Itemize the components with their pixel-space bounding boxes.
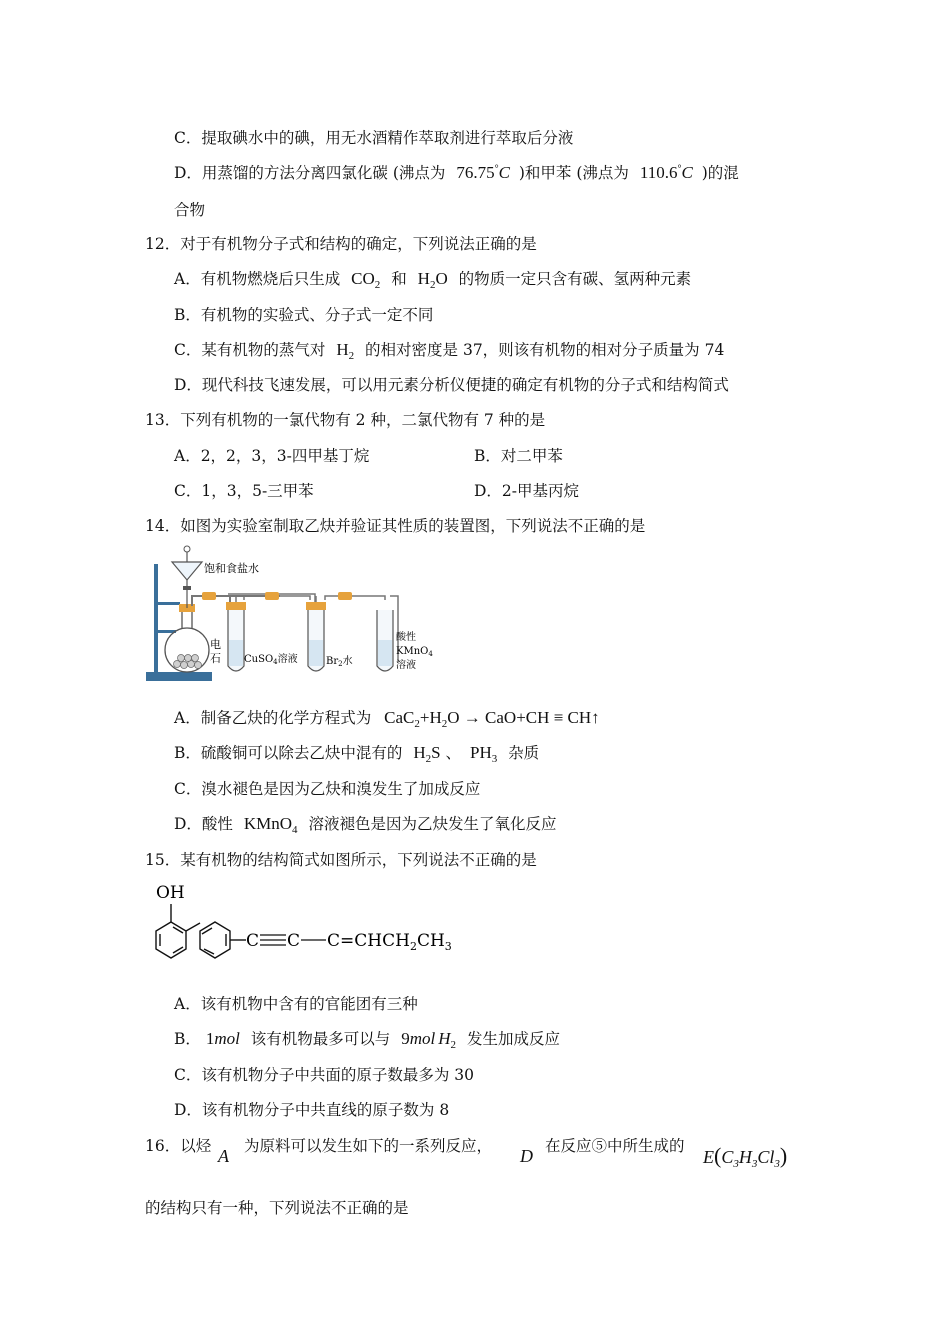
q11-option-c: C．提取碘水中的碘，用无水酒精作萃取剂进行萃取后分液 (174, 129, 574, 147)
q12-option-d: D．现代科技飞速发展，可以用元素分析仪便捷的确定有机物的分子式和结构简式 (174, 376, 729, 394)
formula-e: $E(C_3H_3Cl_3)$ (703, 1143, 788, 1170)
label-salt-water: 饱和食盐水 (204, 562, 259, 575)
structural-formula-figure (140, 876, 470, 968)
q11-option-d-cont: 合物 (174, 201, 206, 219)
q11-option-d: D．用蒸馏的方法分离四氯化碳 (沸点为 76.75°C )和甲苯 (沸点为 110.6°C )的混 (174, 163, 739, 182)
q13-stem: 13．下列有机物的一氯代物有 2 种，二氯代物有 7 种的是 (145, 411, 546, 429)
q14-option-a: A．制备乙炔的化学方程式为 $CaC_2+H_2O \to CaO+CH$ ≡ CH↑ (174, 708, 600, 730)
q12-stem: 12．对于有机物分子式和结构的确定，下列说法正确的是 (145, 235, 537, 253)
stand-rod (154, 564, 158, 674)
hydroxyl-label: OH (156, 883, 185, 903)
benzene-ring-2 (200, 922, 230, 958)
q14-option-b: B．硫酸铜可以除去乙炔中混有的 $H_2S$ 、 $PH_3$ 杂质 (174, 743, 540, 765)
q15-option-b: B． 1mol 该有机物最多可以与 9mol $H_2$ 发生加成反应 (174, 1029, 560, 1051)
tube-joint (265, 592, 279, 600)
label-stone-1: 电 (210, 638, 221, 651)
carbon-1: C (246, 931, 260, 951)
q16-stem-2: 为原料可以发生如下的一系列反应， (244, 1137, 493, 1155)
q15-option-d: D．该有机物分子中共直线的原子数为 8 (174, 1101, 450, 1119)
q14-option-c: C．溴水褪色是因为乙炔和溴发生了加成反应 (174, 780, 481, 798)
label-stone-2: 石 (210, 652, 221, 665)
calcium-carbide-stones (174, 655, 202, 669)
q16-stem-1: 16．以烃 (145, 1137, 212, 1155)
q12-option-c: C．某有机物的蒸气对 $H_2$ 的相对密度是 37，则该有机物的相对分子质量为 74 (174, 340, 725, 362)
q13-option-a: A．2，2，3，3-四甲基丁烷 (174, 447, 370, 465)
label-cuso4: CuSO$_4$溶液 (244, 654, 298, 666)
q12-option-b: B．有机物的实验式、分子式一定不同 (174, 306, 434, 324)
bp-value-1: 76.75°C (456, 163, 510, 182)
q14-option-d: D．酸性 KMnO$_4$ 溶液褪色是因为乙炔发生了氧化反应 (174, 814, 557, 836)
separatory-funnel (172, 562, 202, 580)
benzene-ring-1 (156, 922, 186, 958)
q14-stem: 14．如图为实验室制取乙炔并验证其性质的装置图，下列说法不正确的是 (145, 517, 646, 535)
q13-option-d: D．2-甲基丙烷 (474, 482, 580, 500)
label-solution: 溶液 (396, 660, 416, 671)
bp-value-2: 110.6°C (639, 163, 693, 182)
var-d: D (520, 1146, 533, 1166)
tube-joint (202, 592, 216, 600)
q15-option-c: C．该有机物分子中共面的原子数最多为 30 (174, 1066, 475, 1084)
biphenyl-bond (186, 923, 200, 931)
triple-bond (260, 935, 286, 945)
q15-stem: 15．某有机物的结构简式如图所示，下列说法不正确的是 (145, 851, 537, 869)
var-a: A (218, 1146, 229, 1166)
q15-option-a: A．该有机物中含有的官能团有三种 (174, 995, 418, 1013)
label-bromine-water: $Br_2$水 (326, 656, 353, 668)
acetylene-apparatus-figure (140, 544, 450, 689)
alkene-chain: $C=CHCH_2CH_3$ (327, 931, 452, 953)
q12-option-a: A．有机物燃烧后只生成 $CO_2$ 和 $H_2O$ 的物质一定只含有碳、氢两种元素 (174, 269, 692, 291)
stand-clamp-arm (154, 602, 180, 605)
label-kmno4: KMnO$_4$ (396, 646, 433, 658)
q13-option-b: B．对二甲苯 (474, 447, 563, 465)
q16-stem-3: 在反应⑤中所生成的 (545, 1137, 685, 1155)
q16-stem-cont: 的结构只有一种，下列说法不正确的是 (145, 1199, 409, 1217)
label-acidic: 酸性 (396, 632, 416, 643)
q13-option-c: C．1，3，5-三甲苯 (174, 482, 314, 500)
carbon-2: C (287, 931, 301, 951)
tube-joint (338, 592, 352, 600)
